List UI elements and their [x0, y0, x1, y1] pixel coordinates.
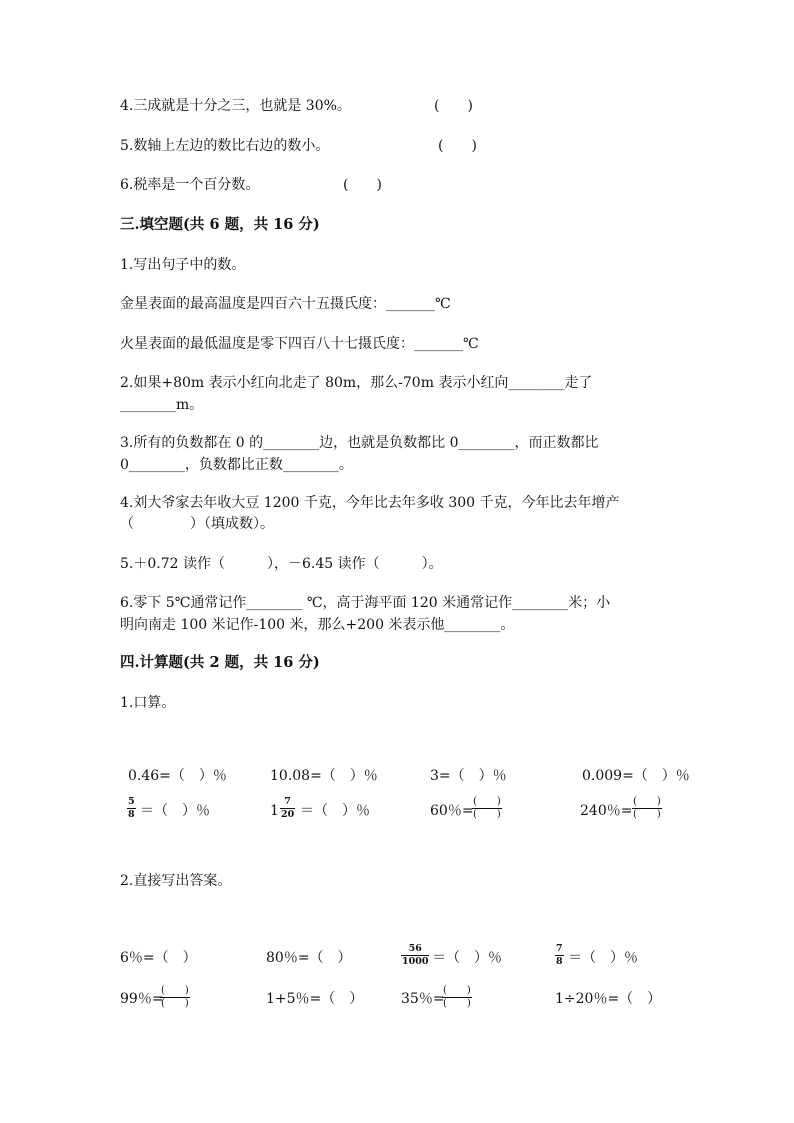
direct-item: 80％=（ ）	[266, 950, 352, 966]
fraction-numerator: 5	[128, 796, 135, 807]
fraction-denominator: 8	[556, 956, 563, 967]
judge-question-5: 5.数轴上左边的数比右边的数小。	[120, 138, 330, 154]
fraction	[555, 944, 564, 967]
fraction	[280, 797, 295, 820]
blank-fraction[interactable]	[472, 797, 502, 820]
fraction-denominator: ( )	[633, 809, 661, 820]
direct-item: 6％=（ ）	[120, 950, 197, 966]
direct-item: ＝（ ）％	[432, 950, 502, 966]
judge-question-4: 4.三成就是十分之三，也就是 30%。	[120, 98, 351, 114]
fraction	[401, 944, 429, 967]
fraction-numerator: ( )	[443, 985, 471, 996]
calc-question-2: 2.直接写出答案。	[120, 873, 232, 889]
answer-paren-5[interactable]: ( )	[438, 138, 477, 154]
fill-question-5: 5.＋0.72 读作（ ），－6.45 读作（ ）。	[120, 556, 443, 572]
fill-question-1-b: 火星表面的最低温度是零下四百八十七摄氏度：_______℃	[120, 336, 479, 352]
section-3-heading: 三.填空题(共 6 题，共 16 分)	[120, 216, 320, 233]
direct-item: 99％=	[120, 991, 164, 1007]
fraction-numerator: ( )	[633, 796, 661, 807]
direct-item: 1+5％=（ ）	[266, 991, 364, 1007]
fraction-denominator: ( )	[443, 998, 471, 1009]
fraction-denominator: ( )	[473, 809, 501, 820]
direct-item: 35％=	[401, 991, 445, 1007]
fraction-numerator: ( )	[161, 985, 189, 996]
oral-item: ＝（ ）％	[300, 803, 370, 819]
judge-question-6: 6.税率是一个百分数。	[120, 177, 260, 193]
oral-item: 240％=	[580, 803, 633, 819]
fill-question-1: 1.写出句子中的数。	[120, 257, 246, 273]
section-4-heading: 四.计算题(共 2 题，共 16 分)	[120, 654, 320, 671]
blank-fraction[interactable]	[632, 797, 662, 820]
answer-paren-6[interactable]: ( )	[343, 177, 382, 193]
fill-question-2-line-1: 2.如果+80m 表示小红向北走了 80m，那么-70m 表示小红向________走了	[120, 375, 593, 391]
fraction-numerator: 7	[556, 943, 563, 954]
fraction-numerator: ( )	[473, 796, 501, 807]
fill-question-1-a: 金星表面的最高温度是四百六十五摄氏度：_______℃	[120, 296, 451, 312]
fill-question-4-line-1: 4.刘大爷家去年收大豆 1200 千克，今年比去年多收 300 千克，今年比去年增产	[120, 495, 620, 511]
oral-item: 0.009=（ ）％	[582, 768, 690, 784]
answer-paren-4[interactable]: ( )	[434, 98, 473, 114]
fraction-denominator: ( )	[161, 998, 189, 1009]
fraction-denominator: 1000	[402, 956, 429, 967]
oral-item: 0.46=（ ）％	[128, 768, 227, 784]
oral-item: 60％=	[430, 803, 474, 819]
mixed-number-whole: 1	[270, 803, 279, 819]
fill-question-6-line-2: 明向南走 100 米记作-100 米，那么+200 米表示他________。	[120, 617, 515, 633]
fraction-numerator: 7	[284, 796, 291, 807]
calc-question-1: 1.口算。	[120, 695, 176, 711]
fill-question-3-line-1: 3.所有的负数都在 0 的________边，也就是负数都比 0________，而正数都比	[120, 435, 599, 451]
oral-item: 3=（ ）％	[430, 768, 507, 784]
fill-question-2-line-2: ________m。	[120, 397, 204, 413]
fraction-denominator: 8	[128, 809, 135, 820]
direct-item: ＝（ ）％	[568, 950, 638, 966]
fraction-denominator: 20	[281, 809, 295, 820]
fill-question-4-line-2: （ ）（填成数）。	[120, 516, 274, 532]
oral-item: ＝（ ）％	[140, 803, 210, 819]
oral-item: 10.08=（ ）％	[270, 768, 378, 784]
direct-item: 1÷20％=（ ）	[555, 991, 662, 1007]
blank-fraction[interactable]	[160, 986, 190, 1009]
fraction-numerator: 56	[408, 943, 422, 954]
fill-question-3-line-2: 0________，负数都比正数________。	[120, 457, 353, 473]
blank-fraction[interactable]	[442, 986, 472, 1009]
fraction	[127, 797, 136, 820]
fill-question-6-line-1: 6.零下 5℃通常记作________ ℃，高于海平面 120 米通常记作________米；小	[120, 595, 611, 611]
